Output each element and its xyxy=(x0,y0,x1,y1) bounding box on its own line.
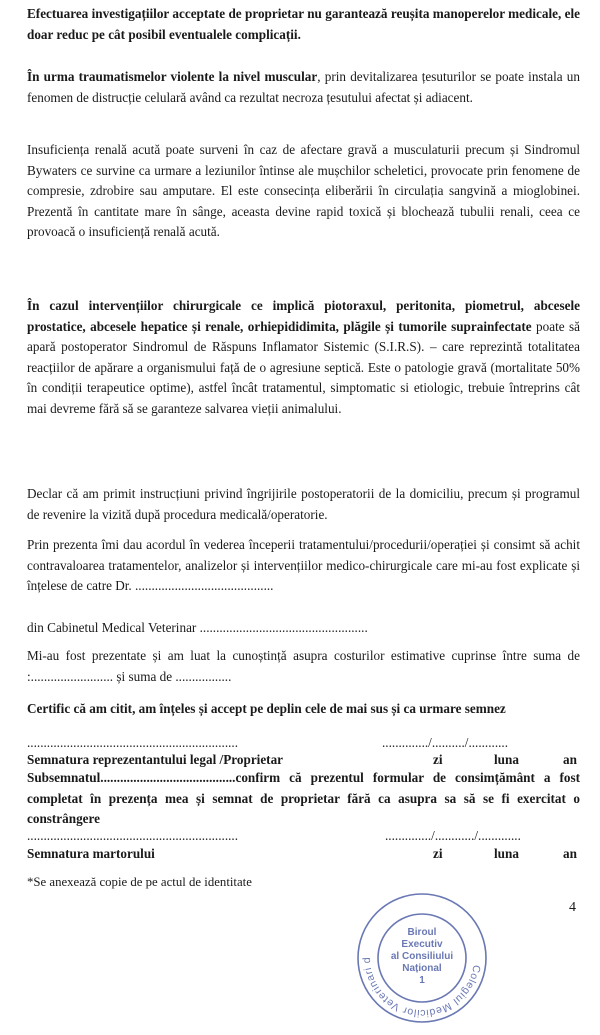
paragraph-text: Prin prezenta îmi dau acordul în vederea începerii tratamentului/procedurii/operației și consimt să achit contravaloarea tratamentelor, analizelor și intervențiilor medico-chirurgicale care mi-au fost explicate și înțelese de catre Dr. .......................................... xyxy=(27,537,580,594)
paragraph-text: Mi-au fost prezentate și am luat la cunoștință asupra costurilor estimative cuprinse între suma de :......................... și suma de ................. xyxy=(27,648,580,684)
owner-date-day-label: zi xyxy=(433,752,443,767)
paragraph-clinic xyxy=(27,618,580,639)
owner-signature-line: ................................................................ xyxy=(27,735,238,750)
paragraph-bold-lead: În cazul intervențiilor chirurgicale ce implică piotoraxul, peritonita, piometrul, abcesele prostatice, abcesele hepatice și renale, orhiepididimita, plăgile și tumorile suprainfectate xyxy=(27,298,580,334)
witness-date-year-label: an xyxy=(563,846,577,861)
paragraph-postop-instructions xyxy=(27,484,580,525)
paragraph-bold-lead: Certific că am citit, am înțeles și accept pe deplin cele de mai sus și ca urmare semnez xyxy=(27,701,506,716)
witness-date-month-label: luna xyxy=(494,846,519,861)
witness-date-day-label: zi xyxy=(433,846,443,861)
paragraph-renal-failure xyxy=(27,140,580,243)
paragraph-bold-lead: Efectuarea investigațiilor acceptate de proprietar nu garantează reușita manoperelor medicale, ele doar reduc pe cât posibil eventualele complicații. xyxy=(27,6,580,42)
paragraph-text: Declar că am primit instrucțiuni privind îngrijirile postoperatorii de la domiciliu, precum și programul de revenire la vizită după procedura medicală/operatorie. xyxy=(27,486,580,522)
paragraph-bold-lead: În urma traumatismelor violente la nivel muscular xyxy=(27,69,318,84)
page-number: 4 xyxy=(569,900,576,915)
paragraph-consent xyxy=(27,535,580,597)
witness-confirmation: Subsemnatul.........................................confirm că prezentul formular de consimțământ a fost completat în prezența mea și semnat de proprietar fără ca asupra sa să se fi exercitat o constrângere xyxy=(27,770,580,826)
stamp-line-number: 1 xyxy=(419,975,425,986)
paragraph-text: Insuficiența renală acută poate surveni în caz de afectare gravă a musculaturii precum și Sindromul Bywaters ce survine ca urmare a leziunilor întinse ale mușchilor scheletici, provocate prin fenomene de compresie, zdrobire sau amputare. El este consecința eliberării în circulația sangvină a mioglobinei. Prezentă în cantitate mare în sânge, aceasta devine rapid toxică și blochează tubulii renali, ceea ce provoacă o insuficiență renală acută. xyxy=(27,142,580,240)
owner-date-line: ............../........../............ xyxy=(382,735,509,750)
witness-signature-label: Semnatura martorului xyxy=(27,846,155,861)
owner-date-month-label: luna xyxy=(494,752,519,767)
stamp-line-biroul: Biroul xyxy=(407,927,437,938)
witness-signature-label-row xyxy=(27,844,580,864)
witness-signature-line: ................................................................ xyxy=(27,828,238,843)
owner-date-year-label: an xyxy=(563,752,577,767)
paragraph-muscular-trauma xyxy=(27,67,580,108)
owner-signature-label: Semnatura reprezentantului legal /Proprietar xyxy=(27,752,284,767)
paragraph-disclaimer xyxy=(27,4,580,45)
witness-date-line: ............../............/............. xyxy=(385,828,521,843)
stamp-line-national: Național xyxy=(402,963,442,974)
witness-signature-dots-row xyxy=(27,826,580,846)
paragraph-costs xyxy=(27,646,580,687)
official-stamp xyxy=(352,888,492,1020)
paragraph-certify xyxy=(27,699,580,718)
paragraph-text: din Cabinetul Medical Veterinar ................................................... xyxy=(27,620,368,635)
stamp-line-executiv: Executiv xyxy=(401,939,443,950)
owner-signature-label-row xyxy=(27,750,580,770)
stamp-seal-graphic xyxy=(352,888,492,1028)
paragraph-text: poate să apară postoperator Sindromul de Răspuns Inflamator Sistemic (S.I.R.S). – care reprezintă totalitatea reacțiilor de apărare a organismului față de o agresiune septică. Este o patologie gravă (mortalitate 50% în condiții terapeutice optime), astfel încât tratamentul, simptomatic si etiologic, trebuie întreprins cât mai devreme fără să se garanteze salvarea vieții animalului. xyxy=(27,318,581,416)
paragraph-text: , prin devitalizarea țesuturilor se poate instala un fenomen de distrucție celulară având ca rezultat necroza țesutului afectat și adiacent. xyxy=(27,69,580,105)
paragraph-sirs xyxy=(27,296,580,420)
footnote: *Se anexează copie de pe actul de identitate xyxy=(27,875,252,889)
stamp-ring-text: Colegiul Medicilor Veterinari d xyxy=(360,956,483,1020)
stamp-line-consiliului: al Consiliului xyxy=(390,951,454,962)
